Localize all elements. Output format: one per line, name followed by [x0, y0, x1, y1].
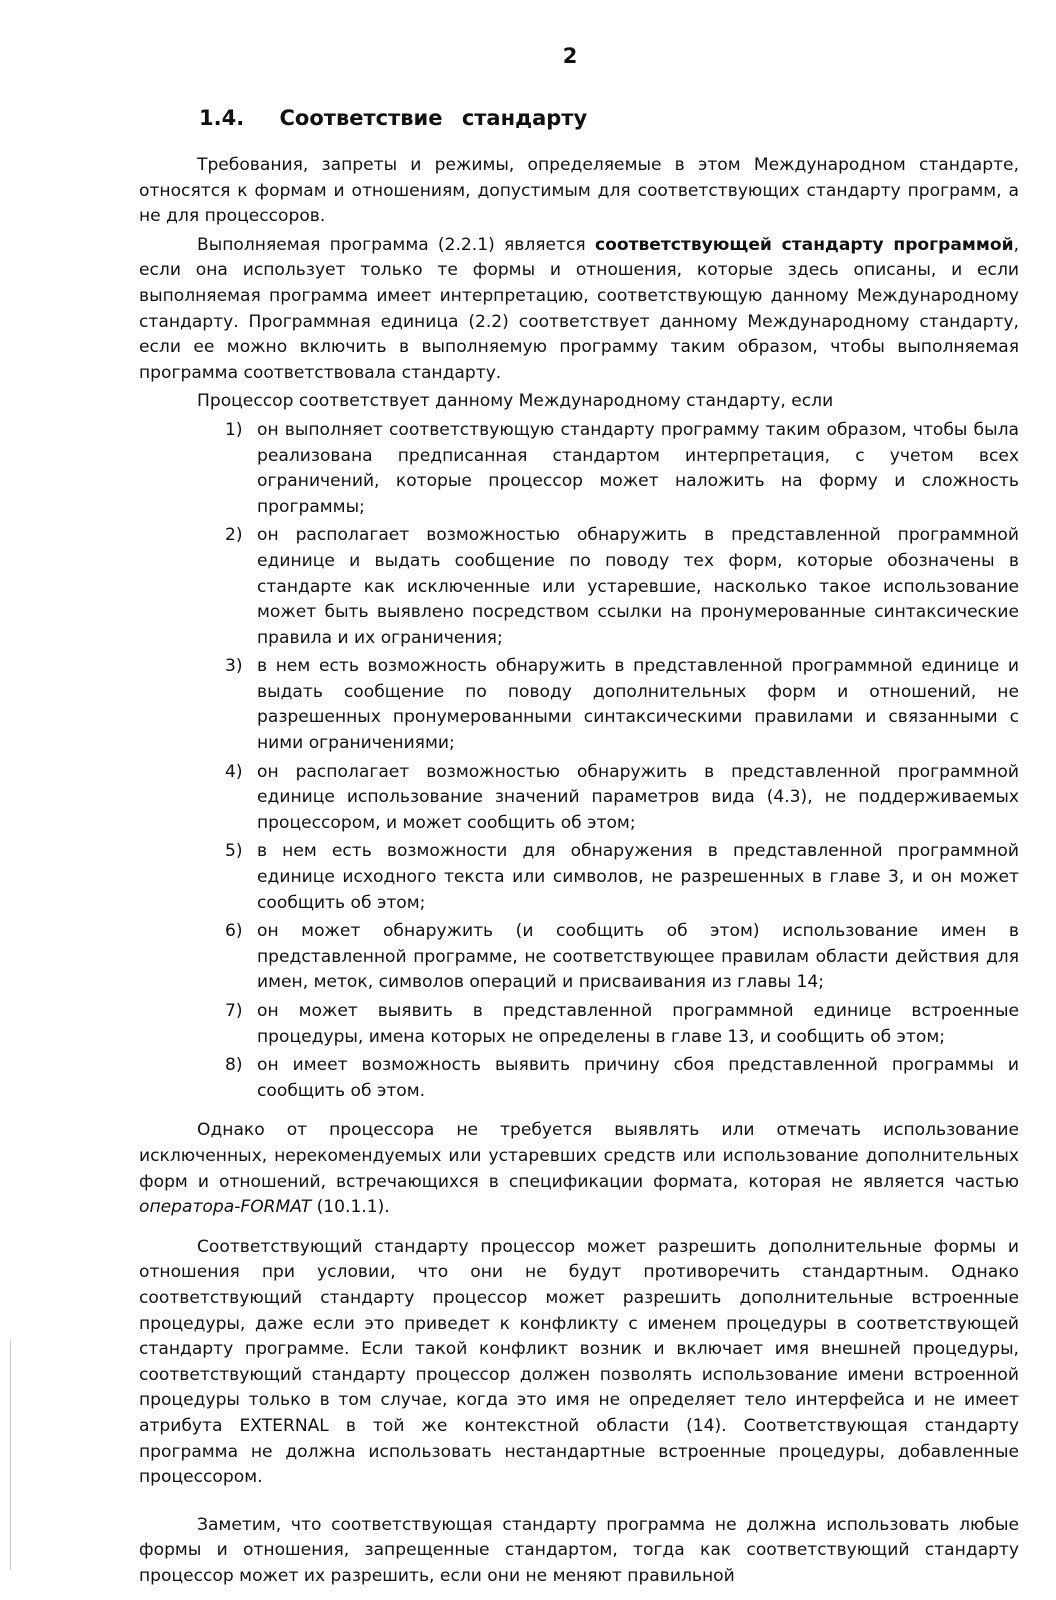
list-item: [139, 999, 1019, 1050]
list-item-text: он может выявить в представленной программной единице встроенные процедуры, имена которых не определены в главе 13, и сообщить об этом;: [257, 1001, 1019, 1047]
conformance-list: [139, 418, 1019, 1104]
list-item-number: 5): [225, 841, 243, 862]
list-item-text: он может обнаружить (и сообщить об этом) использование имен в представленной программе, не соответствующее правилам области действия для имен, меток, символов операций и присваивания из главы 14;: [257, 921, 1019, 993]
list-item: [139, 760, 1019, 837]
list-item-number: 2): [225, 525, 243, 546]
page-number: 2: [562, 44, 578, 68]
list-item-text: в нем есть возможности для обнаружения в представленной программной единице исходного текста или символов, не разрешенных в главе 3, и он может сообщить об этом;: [257, 841, 1019, 913]
list-item: [139, 919, 1019, 996]
section-number: 1.4.: [199, 106, 245, 130]
paragraph-text: (10.1.1).: [311, 1197, 390, 1218]
list-item-text: он имеет возможность выявить причину сбоя представленной программы и сообщить об этом.: [257, 1055, 1019, 1101]
paragraph-requirements: Требования, запреты и режимы, определяемые в этом Международном стандарте, относятся к формам и отношениям, допустимым для соответствующих стандарту программ, а не для процессоров.: [139, 155, 1019, 227]
list-item-number: 6): [225, 921, 243, 942]
list-item-text: он выполняет соответствующую стандарту программу таким образом, чтобы была реализована предписанная стандартом интерпретация, с учетом всех ограничений, которые процессор может наложить на форму и сложность программы;: [257, 419, 1019, 517]
list-item-text: он располагает возможностью обнаружить в представленной программной единице использование значений параметров вида (4.3), не поддерживаемых процессором, и может сообщить об этом;: [257, 761, 1019, 833]
page-content: [139, 104, 1019, 1589]
list-item-text: в нем есть возможность обнаружить в представленной программной единице и выдать сообщение по поводу дополнительных форм и отношений, не разрешенных пронумерованными синтаксическими правилами и связанными с ними ограничениями;: [257, 656, 1019, 754]
italic-term: оператора-FORMAT: [139, 1197, 312, 1218]
list-item-number: 3): [225, 656, 243, 677]
list-item: [139, 1053, 1019, 1104]
paragraph-conforming-processor: Процессор соответствует данному Международному стандарту, если: [197, 391, 834, 412]
list-item: [139, 839, 1019, 916]
paragraph-note: Заметим, что соответствующая стандарту программа не должна использовать любые формы и отношения, запрещенные стандартом, тогда как соответствующий стандарту процессор может их разрешить, если они не меняют правильной: [139, 1514, 1019, 1586]
paragraph-text: Однако от процессора не требуется выявлять или отмечать использование исключенных, нерекомендуемых или устаревших средств или использование дополнительных форм и отношений, встречающихся в спецификации формата, которая не является частью: [139, 1120, 1019, 1192]
list-item: [139, 654, 1019, 756]
list-item: [139, 418, 1019, 520]
section-title: Соответствие стандарту: [279, 106, 588, 130]
list-item: [139, 523, 1019, 651]
list-item-number: 7): [225, 1001, 243, 1021]
paragraph-conforming-program: [139, 233, 1019, 387]
list-item-number: 8): [225, 1055, 243, 1076]
section-heading: [199, 104, 1019, 132]
paragraph-not-required: [139, 1118, 1019, 1220]
list-item-number: 1): [225, 419, 243, 440]
scan-edge-line: [10, 1340, 11, 1570]
paragraph-text: , если она использует только те формы и отношения, которые здесь описаны, и если выполняемая программа имеет интерпретацию, соответствующую данному Международному стандарту. Программная единица (2.2) соответствует данному Международному стандарту, если ее можно включить в выполняемую программу таким образом, чтобы выполняемая программа соответствовала стандарту.: [139, 234, 1019, 383]
defined-term: соответствующей стандарту программой: [594, 234, 1014, 255]
list-item-number: 4): [225, 761, 243, 782]
paragraph-text: Выполняемая программа (2.2.1) является: [197, 234, 595, 255]
paragraph-extensions: Соответствующий стандарту процессор может разрешить дополнительные формы и отношения при условии, что они не будут противоречить стандартным. Однако соответствующий стандарту процессор может разрешить дополнительные встроенные процедуры, даже если это приведет к конфликту с именем процедуры в соответствующей стандарту программе. Если такой конфликт возник и включает имя внешней процедуры, соответствующий стандарту процессор должен позволять использование имени встроенной процедуры только в том случае, когда это имя не определяет тело интерфейса и не имеет атрибута EXTERNAL в той же контекстной области (14). Соответствующая стандарту программа не должна использовать нестандартные встроенные процедуры, добавленные процессором.: [139, 1236, 1019, 1488]
list-item-text: он располагает возможностью обнаружить в представленной программной единице и выдать сообщение по поводу тех форм, которые обозначены в стандарте как исключенные или устаревшие, насколько такое использование может быть выявлено посредством ссылки на пронумерованные синтаксические правила и их ограничения;: [257, 525, 1019, 648]
